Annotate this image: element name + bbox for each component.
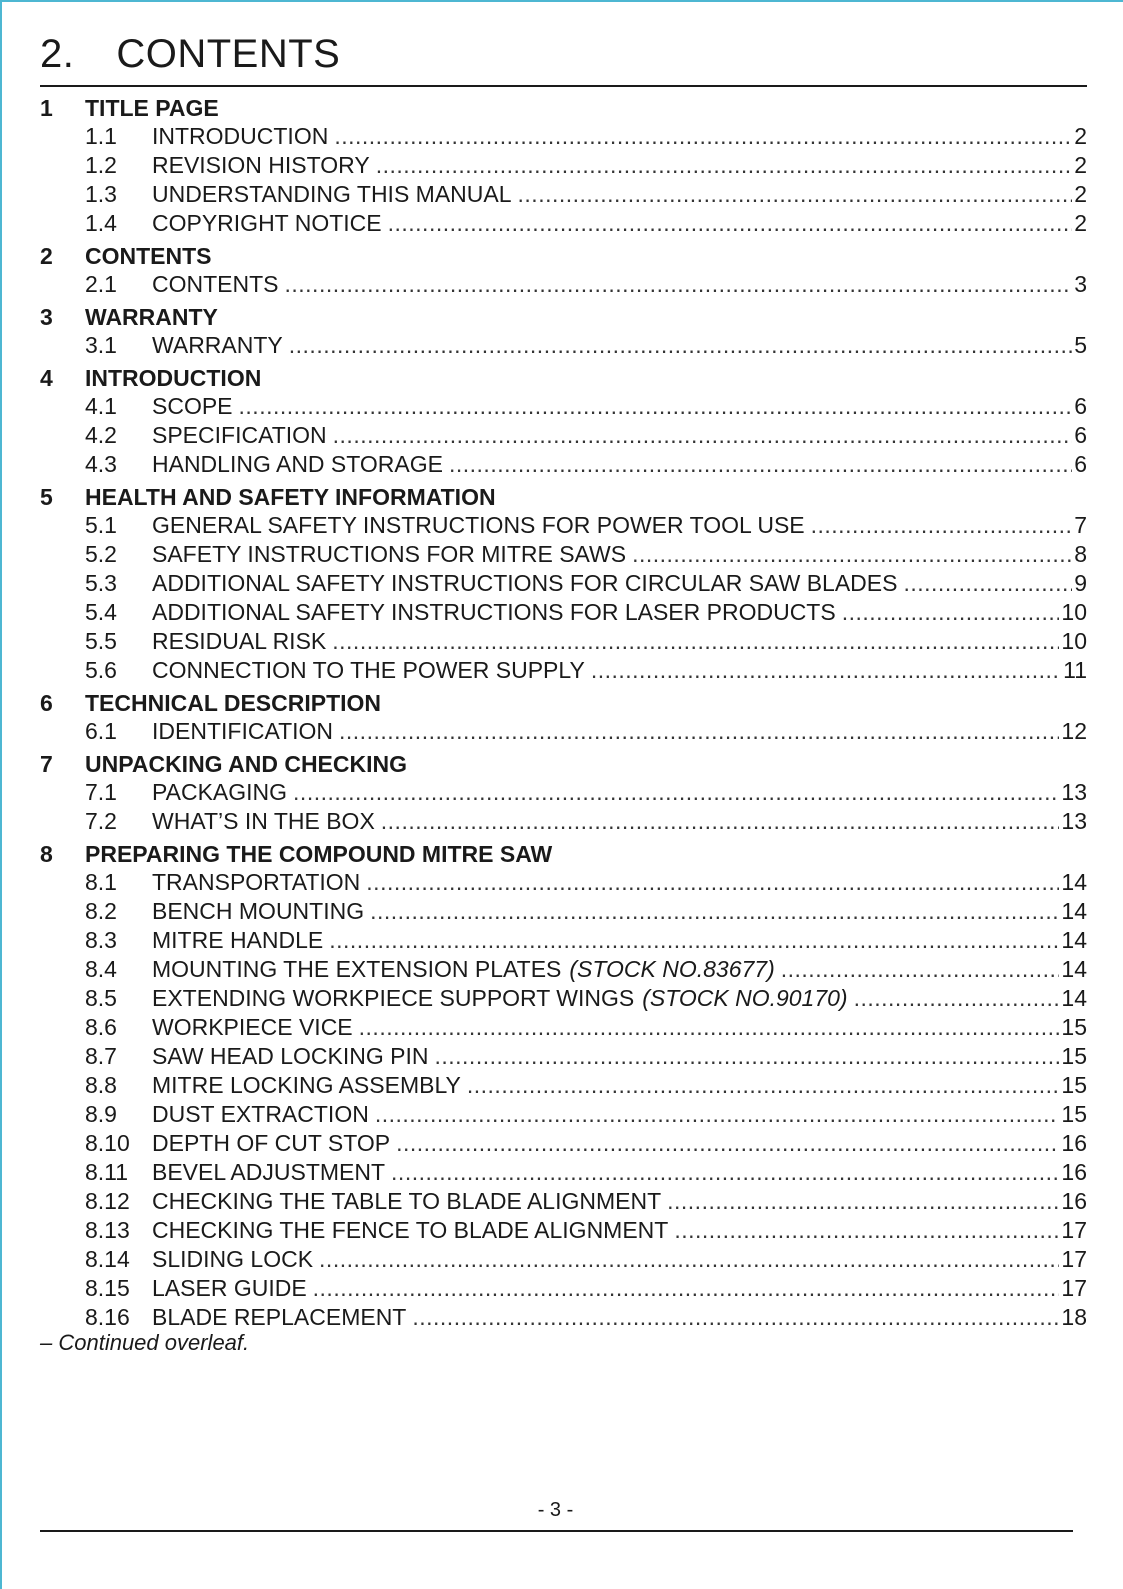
entry-title: COPYRIGHT NOTICE <box>152 210 382 236</box>
dot-leader <box>381 807 1060 836</box>
entry-title: INTRODUCTION <box>152 123 329 149</box>
section-title: WARRANTY <box>85 304 218 330</box>
toc-entry[interactable] <box>40 450 1087 479</box>
dot-leader <box>854 984 1060 1013</box>
section-title: TITLE PAGE <box>85 95 219 121</box>
entry-number: 5.3 <box>85 570 117 596</box>
entry-number: 5.1 <box>85 512 117 538</box>
entry-number: 8.5 <box>85 985 117 1011</box>
entry-page-number: 15 <box>1061 1043 1087 1069</box>
dot-leader <box>591 656 1061 685</box>
toc-entry[interactable] <box>40 209 1087 238</box>
entry-number: 8.6 <box>85 1014 117 1040</box>
entry-title: WHAT’S IN THE BOX <box>152 808 375 834</box>
entry-page-number: 6 <box>1074 422 1087 448</box>
entry-title: BEVEL ADJUSTMENT <box>152 1159 386 1185</box>
entry-number: 8.4 <box>85 956 117 982</box>
entry-page-number: 10 <box>1061 599 1087 625</box>
toc-entry[interactable] <box>40 1042 1087 1071</box>
entry-page-number: 2 <box>1074 152 1087 178</box>
toc-entry[interactable] <box>40 778 1087 807</box>
dot-leader <box>388 209 1073 238</box>
entry-number: 1.1 <box>85 123 117 149</box>
toc-entry[interactable] <box>40 627 1087 656</box>
entry-page-number: 14 <box>1061 898 1087 924</box>
section-number: 6 <box>40 690 53 716</box>
entry-title: SLIDING LOCK <box>152 1246 314 1272</box>
section-heading <box>40 94 1087 122</box>
toc-section <box>40 242 1087 299</box>
dot-leader <box>366 868 1059 897</box>
toc-entry[interactable] <box>40 598 1087 627</box>
entry-page-number: 14 <box>1061 927 1087 953</box>
entry-number: 1.4 <box>85 210 117 236</box>
entry-number: 2.1 <box>85 271 117 297</box>
entry-title: IDENTIFICATION <box>152 718 334 744</box>
entry-number: 5.6 <box>85 657 117 683</box>
dot-leader <box>289 331 1072 360</box>
entry-page-number: 15 <box>1061 1072 1087 1098</box>
page-title <box>40 32 340 77</box>
entry-page-number: 5 <box>1074 332 1087 358</box>
dot-leader <box>332 627 1059 656</box>
entry-number: 8.2 <box>85 898 117 924</box>
toc-entry[interactable] <box>40 1216 1087 1245</box>
entry-title: ADDITIONAL SAFETY INSTRUCTIONS FOR CIRCULAR SAW BLADES <box>152 570 898 596</box>
entry-title: CONNECTION TO THE POWER SUPPLY <box>152 657 585 683</box>
toc-entry[interactable] <box>40 926 1087 955</box>
entry-title: GENERAL SAFETY INSTRUCTIONS FOR POWER TOOL USE <box>152 512 805 538</box>
dot-leader <box>412 1303 1059 1332</box>
dot-leader <box>339 717 1059 746</box>
toc-section <box>40 689 1087 746</box>
dot-leader <box>293 778 1059 807</box>
toc-section <box>40 483 1087 685</box>
entry-number: 3.1 <box>85 332 117 358</box>
toc-entry[interactable] <box>40 421 1087 450</box>
entry-page-number: 17 <box>1061 1246 1087 1272</box>
entry-title: MITRE HANDLE <box>152 927 324 953</box>
bottom-divider <box>40 1530 1073 1532</box>
entry-number: 6.1 <box>85 718 117 744</box>
dot-leader <box>811 511 1073 540</box>
toc-entry[interactable] <box>40 1071 1087 1100</box>
toc-entry[interactable] <box>40 868 1087 897</box>
dot-leader <box>781 955 1060 984</box>
table-of-contents <box>40 94 1087 1336</box>
dot-leader <box>376 151 1073 180</box>
entry-page-number: 6 <box>1074 393 1087 419</box>
entry-page-number: 12 <box>1061 718 1087 744</box>
dot-leader <box>333 421 1073 450</box>
entry-page-number: 8 <box>1074 541 1087 567</box>
entry-title: ADDITIONAL SAFETY INSTRUCTIONS FOR LASER PRODUCTS <box>152 599 836 625</box>
entry-number: 7.1 <box>85 779 117 805</box>
section-number: 1 <box>40 95 53 121</box>
entry-page-number: 14 <box>1061 985 1087 1011</box>
section-title: TECHNICAL DESCRIPTION <box>85 690 382 716</box>
entry-page-number: 13 <box>1061 808 1087 834</box>
toc-entry[interactable] <box>40 897 1087 926</box>
entry-page-number: 10 <box>1061 628 1087 654</box>
toc-entry[interactable] <box>40 1100 1087 1129</box>
dot-leader <box>667 1187 1059 1216</box>
section-number: 4 <box>40 365 53 391</box>
section-heading <box>40 364 1087 392</box>
dot-leader <box>518 180 1073 209</box>
toc-entry[interactable] <box>40 1187 1087 1216</box>
entry-title: PACKAGING <box>152 779 288 805</box>
entry-title: SPECIFICATION <box>152 422 327 448</box>
toc-entry[interactable] <box>40 984 1087 1013</box>
dot-leader <box>334 122 1072 151</box>
entry-title: SCOPE <box>152 393 233 419</box>
entry-page-number: 14 <box>1061 869 1087 895</box>
dot-leader <box>467 1071 1060 1100</box>
entry-number: 8.15 <box>85 1275 130 1301</box>
entry-title: BLADE REPLACEMENT <box>152 1304 407 1330</box>
dot-leader <box>319 1245 1059 1274</box>
section-number: 2 <box>40 243 53 269</box>
dot-leader <box>370 897 1059 926</box>
entry-page-number: 6 <box>1074 451 1087 477</box>
entry-page-number: 2 <box>1074 123 1087 149</box>
dot-leader <box>391 1158 1059 1187</box>
entry-title: HANDLING AND STORAGE <box>152 451 443 477</box>
entry-number: 1.2 <box>85 152 117 178</box>
toc-entry[interactable] <box>40 569 1087 598</box>
chapter-title: CONTENTS <box>116 32 341 76</box>
toc-entry[interactable] <box>40 180 1087 209</box>
section-heading <box>40 483 1087 511</box>
dot-leader <box>375 1100 1060 1129</box>
entry-title: TRANSPORTATION <box>152 869 361 895</box>
continued-note: – Continued overleaf. <box>40 1330 250 1355</box>
entry-number: 4.1 <box>85 393 117 419</box>
entry-page-number: 2 <box>1074 181 1087 207</box>
section-number: 8 <box>40 841 53 867</box>
dot-leader <box>449 450 1072 479</box>
toc-entry[interactable] <box>40 1129 1087 1158</box>
dot-leader <box>674 1216 1059 1245</box>
top-divider <box>40 85 1087 87</box>
entry-title: BENCH MOUNTING <box>152 898 365 924</box>
entry-title: RESIDUAL RISK <box>152 628 327 654</box>
entry-title: SAFETY INSTRUCTIONS FOR MITRE SAWS <box>152 541 627 567</box>
dot-leader <box>396 1129 1059 1158</box>
entry-page-number: 14 <box>1061 956 1087 982</box>
section-title: PREPARING THE COMPOUND MITRE SAW <box>85 841 553 867</box>
entry-number: 5.5 <box>85 628 117 654</box>
entry-page-number: 13 <box>1061 779 1087 805</box>
entry-number: 8.16 <box>85 1304 130 1330</box>
toc-entry[interactable] <box>40 122 1087 151</box>
section-number: 3 <box>40 304 53 330</box>
section-title: INTRODUCTION <box>85 365 262 391</box>
entry-title: WARRANTY <box>152 332 283 358</box>
entry-title: MOUNTING THE EXTENSION PLATES <box>152 956 562 982</box>
entry-number: 4.3 <box>85 451 117 477</box>
entry-page-number: 18 <box>1061 1304 1087 1330</box>
entry-page-number: 15 <box>1061 1014 1087 1040</box>
toc-entry[interactable] <box>40 540 1087 569</box>
section-number: 7 <box>40 751 53 777</box>
toc-entry[interactable] <box>40 1158 1087 1187</box>
dot-leader <box>313 1274 1060 1303</box>
entry-page-number: 9 <box>1074 570 1087 596</box>
entry-number: 1.3 <box>85 181 117 207</box>
dot-leader <box>329 926 1059 955</box>
entry-title: SAW HEAD LOCKING PIN <box>152 1043 429 1069</box>
entry-number: 7.2 <box>85 808 117 834</box>
toc-entry[interactable] <box>40 656 1087 685</box>
section-title: HEALTH AND SAFETY INFORMATION <box>85 484 496 510</box>
toc-entry[interactable] <box>40 1245 1087 1274</box>
entry-number: 8.12 <box>85 1188 130 1214</box>
entry-number: 8.7 <box>85 1043 117 1069</box>
entry-page-number: 17 <box>1061 1217 1087 1243</box>
entry-stock-number: (STOCK NO.90170) <box>642 985 848 1011</box>
entry-page-number: 15 <box>1061 1101 1087 1127</box>
section-title: CONTENTS <box>85 243 212 269</box>
section-heading <box>40 242 1087 270</box>
toc-entry[interactable] <box>40 331 1087 360</box>
toc-section <box>40 94 1087 238</box>
entry-number: 8.11 <box>85 1159 129 1185</box>
page-number: - 3 - <box>537 1499 574 1521</box>
toc-section <box>40 840 1087 1332</box>
dot-leader <box>903 569 1072 598</box>
toc-entry[interactable] <box>40 270 1087 299</box>
entry-title: EXTENDING WORKPIECE SUPPORT WINGS <box>152 985 635 1011</box>
entry-number: 8.8 <box>85 1072 117 1098</box>
entry-number: 5.2 <box>85 541 117 567</box>
section-heading <box>40 303 1087 331</box>
section-title: UNPACKING AND CHECKING <box>85 751 407 777</box>
entry-number: 4.2 <box>85 422 117 448</box>
entry-page-number: 11 <box>1063 657 1087 683</box>
chapter-number: 2. <box>40 32 75 76</box>
toc-section <box>40 303 1087 360</box>
entry-title: CHECKING THE FENCE TO BLADE ALIGNMENT <box>152 1217 669 1243</box>
toc-entry[interactable] <box>40 807 1087 836</box>
entry-title: LASER GUIDE <box>152 1275 307 1301</box>
entry-page-number: 3 <box>1074 271 1087 297</box>
toc-entry[interactable] <box>40 511 1087 540</box>
entry-title: DUST EXTRACTION <box>152 1101 369 1127</box>
dot-leader <box>359 1013 1060 1042</box>
entry-number: 5.4 <box>85 599 117 625</box>
toc-entry[interactable] <box>40 1013 1087 1042</box>
dot-leader <box>285 270 1073 299</box>
entry-number: 8.10 <box>85 1130 130 1156</box>
toc-entry[interactable] <box>40 151 1087 180</box>
entry-title: CONTENTS <box>152 271 279 297</box>
entry-title: UNDERSTANDING THIS MANUAL <box>152 181 512 207</box>
section-heading <box>40 840 1087 868</box>
entry-title: CHECKING THE TABLE TO BLADE ALIGNMENT <box>152 1188 662 1214</box>
toc-entry[interactable] <box>40 1274 1087 1303</box>
dot-leader <box>239 392 1073 421</box>
toc-entry[interactable] <box>40 955 1087 984</box>
entry-page-number: 7 <box>1074 512 1087 538</box>
toc-entry[interactable] <box>40 717 1087 746</box>
entry-page-number: 16 <box>1061 1188 1087 1214</box>
entry-title: REVISION HISTORY <box>152 152 370 178</box>
dot-leader <box>842 598 1060 627</box>
entry-title: MITRE LOCKING ASSEMBLY <box>152 1072 461 1098</box>
entry-page-number: 16 <box>1061 1130 1087 1156</box>
entry-number: 8.13 <box>85 1217 130 1243</box>
dot-leader <box>632 540 1072 569</box>
toc-section <box>40 364 1087 479</box>
entry-number: 8.3 <box>85 927 117 953</box>
section-heading <box>40 750 1087 778</box>
entry-number: 8.14 <box>85 1246 130 1272</box>
section-number: 5 <box>40 484 53 510</box>
entry-stock-number: (STOCK NO.83677) <box>569 956 775 982</box>
section-heading <box>40 689 1087 717</box>
entry-page-number: 16 <box>1061 1159 1087 1185</box>
toc-entry[interactable] <box>40 1303 1087 1332</box>
toc-section <box>40 750 1087 836</box>
entry-title: WORKPIECE VICE <box>152 1014 353 1040</box>
toc-entry[interactable] <box>40 392 1087 421</box>
entry-number: 8.9 <box>85 1101 117 1127</box>
entry-title: DEPTH OF CUT STOP <box>152 1130 391 1156</box>
entry-number: 8.1 <box>85 869 117 895</box>
dot-leader <box>434 1042 1059 1071</box>
entry-page-number: 2 <box>1074 210 1087 236</box>
entry-page-number: 17 <box>1061 1275 1087 1301</box>
